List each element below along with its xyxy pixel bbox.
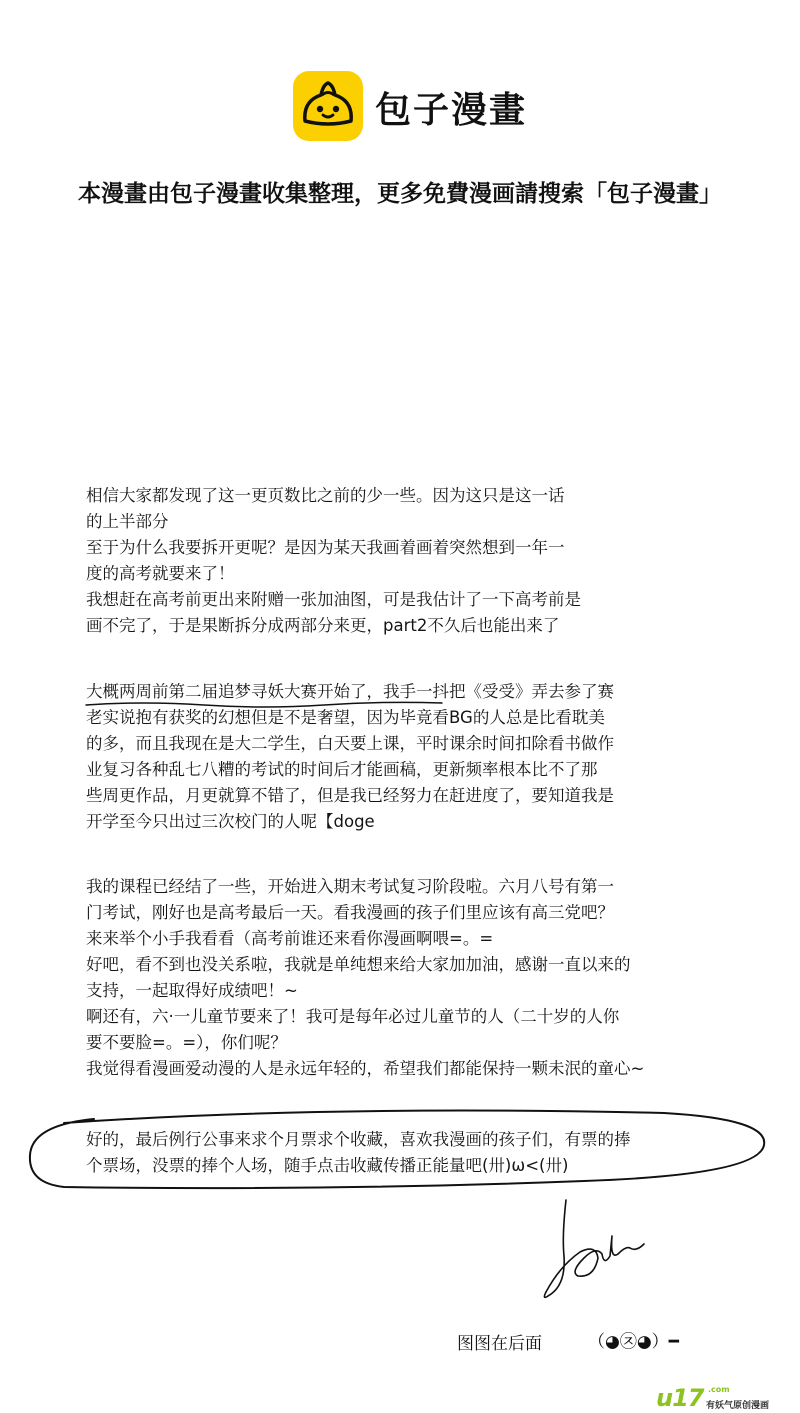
u17-domain: .com [708, 1385, 730, 1394]
note-line: 个票场，没票的捧个人场，随手点击收藏传播正能量吧(卅)ω<(卅) [86, 1156, 569, 1175]
author-note-paragraph-3 [86, 874, 726, 1082]
note-line: 些周更作品，月更就算不错了，但是我已经努力在赶进度了，要知道我是 [86, 786, 614, 805]
note-line: 我觉得看漫画爱动漫的人是永远年轻的，希望我们都能保持一颗未泯的童心~ [86, 1059, 645, 1078]
note-line: 来来举个小手我看看（高考前谁还来看你漫画啊喂=。= [86, 929, 494, 948]
logo-text: 包子漫畫 [375, 90, 528, 131]
note-line: 至于为什么我要拆开更呢？是因为某天我画着画着突然想到一年一 [86, 538, 565, 557]
author-note-paragraph-1 [86, 483, 726, 639]
source-notice: 本漫畫由包子漫畫收集整理，更多免費漫画請搜索「包子漫畫」 [78, 181, 722, 207]
note-line: 的多，而且我现在是大二学生，白天要上课，平时课余时间扣除看书做作 [86, 734, 614, 753]
note-line: 啊还有，六·一儿童节要来了！我可是每年必过儿童节的人（二十岁的人你 [86, 1007, 620, 1026]
note-line: 的上半部分 [86, 512, 169, 531]
kaomoji: （◕㉨◕）━ [588, 1332, 679, 1352]
note-line: 业复习各种乱七八糟的考试的时间后才能画稿，更新频率根本比不了那 [86, 760, 598, 779]
note-line: 开学至今只出过三次校门的人呢【doge [86, 812, 375, 831]
note-line: 我想赶在高考前更出来附赠一张加油图，可是我估计了一下高考前是 [86, 590, 581, 609]
note-line: 相信大家都发现了这一更页数比之前的少一些。因为这只是这一话 [86, 486, 565, 505]
note-line: 我的课程已经结了一些，开始进入期末考试复习阶段啦。六月八号有第一 [86, 877, 614, 896]
u17-slogan: 有妖气原创漫画 [706, 1401, 770, 1411]
trailer-text: 图图在后面 [457, 1334, 542, 1354]
note-line: 好吧，看不到也没关系啦，我就是单纯想来给大家加加油，感谢一直以来的 [86, 955, 631, 974]
note-line: 度的高考就要来了！ [86, 564, 235, 583]
note-line: 大概两周前第二届追梦寻妖大赛开始了，我手一抖把《受受》弄去参了赛 [86, 682, 614, 701]
note-line: 门考试，刚好也是高考最后一天。看我漫画的孩子们里应该有高三党吧？ [86, 903, 614, 922]
handwritten-underline [84, 699, 444, 711]
steamed-bun-face-icon [293, 71, 363, 141]
note-line: 要不要脸=。=），你们呢？ [86, 1033, 287, 1052]
u17-logo: u17 [656, 1384, 704, 1412]
author-signature [540, 1196, 650, 1306]
author-note-paragraph-4 [86, 1127, 726, 1179]
note-line: 好的，最后例行公事来求个月票求个收藏，喜欢我漫画的孩子们，有票的捧 [86, 1130, 631, 1149]
note-line: 支持，一起取得好成绩吧！~ [86, 981, 298, 1000]
note-line: 老实说抱有获奖的幻想但是不是奢望，因为毕竟看BG的人总是比看耽美 [86, 708, 605, 727]
note-line: 画不完了，于是果断拆分成两部分来更，part2不久后也能出来了 [86, 616, 560, 635]
